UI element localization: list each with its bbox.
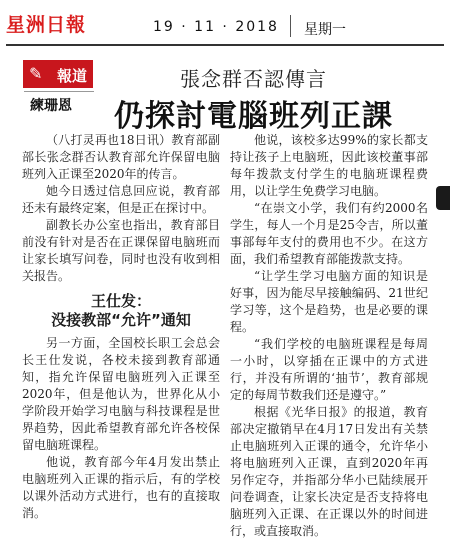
paragraph: “在崇文小学，我们有约2000名学生，每人一个月是25令吉，所以董事部每年支付的费用也不少。在这方面，我们希望教育部能拨款支持。 [230, 201, 428, 266]
paragraph: 另一方面，全国校长职工会总会长王仕发说，各校未接到教育部通知，指允许保留电脑班列入正课至2020年，但是他认为，世界化从小学阶段开始学习电脑与科技课程是世界趋势，因此希望教育部允许各校保留电脑班课程。 [22, 336, 220, 452]
report-badge [23, 60, 93, 88]
paragraph: “我们学校的电脑班课程是每周一小时，以穿插在正课中的方式进行，并没有所谓的‘抽节’，教育部规定的每周节数我们还是遵守。” [230, 337, 428, 402]
reporter-byline: 練珊恩 [30, 98, 72, 114]
paragraph: 副教长办公室也指出，教育部目前没有针对是否在正课保留电脑班而让家长填写问卷，同时也没有收到相关报告。 [22, 218, 220, 283]
article-column-left [22, 132, 220, 522]
newspaper-masthead: 星洲日報 [6, 14, 87, 36]
issue-weekday: 星期一 [304, 22, 346, 38]
article-title: 仍探討電腦班列正課 [114, 99, 393, 134]
page-header [0, 0, 450, 48]
page-edge-tab [436, 186, 450, 210]
paragraph: （八打灵再也18日讯）教育部副部长张念群否认教育部允许保留电脑班列入正课至2020年的传言。 [22, 133, 220, 181]
section-heading: 没接教部“允许”通知 [51, 311, 191, 329]
paragraph: 根据《光华日报》的报道，教育部决定撤销早在4月17日发出有关禁止电脑班列入正课的通令，允许华小将电脑班列入正课，直到2020年再另作定夺，并指部分华小已陆续展开问卷调查，让家长决定是否支持将电脑班列入正课、在正课以外的时间进行，或直接取消。 [230, 405, 428, 538]
paragraph: 他说，教育部今年4月发出禁止电脑班列入正课的指示后，有的学校以课外活动方式进行，也有的直接取消。 [22, 455, 220, 520]
article-subtitle: 張念群否認傳言 [180, 67, 327, 91]
issue-date: 19 · 11 · 2018 [153, 19, 279, 35]
report-badge-label: 報道 [57, 67, 88, 85]
paragraph: “让学生学习电脑方面的知识是好事，因为能尽早接触编码、21世纪学习等，这个是趋势，也是必要的课程。 [230, 269, 428, 334]
section-speaker: 王仕发： [90, 292, 151, 310]
header-divider [290, 15, 291, 37]
pen-icon: ✎ [29, 64, 43, 83]
header-rule [6, 44, 444, 46]
paragraph: 她今日透过信息回应说，教育部还未有最终定案，但是正在探讨中。 [22, 184, 220, 215]
article-column-right [230, 132, 428, 540]
badge-divider [24, 91, 94, 92]
paragraph: 他说，该校多达99%的家长都支持让孩子上电脑班，因此该校董事部每年拨款支付学生的电脑班课程费用，以让学生免费学习电脑。 [230, 133, 428, 198]
